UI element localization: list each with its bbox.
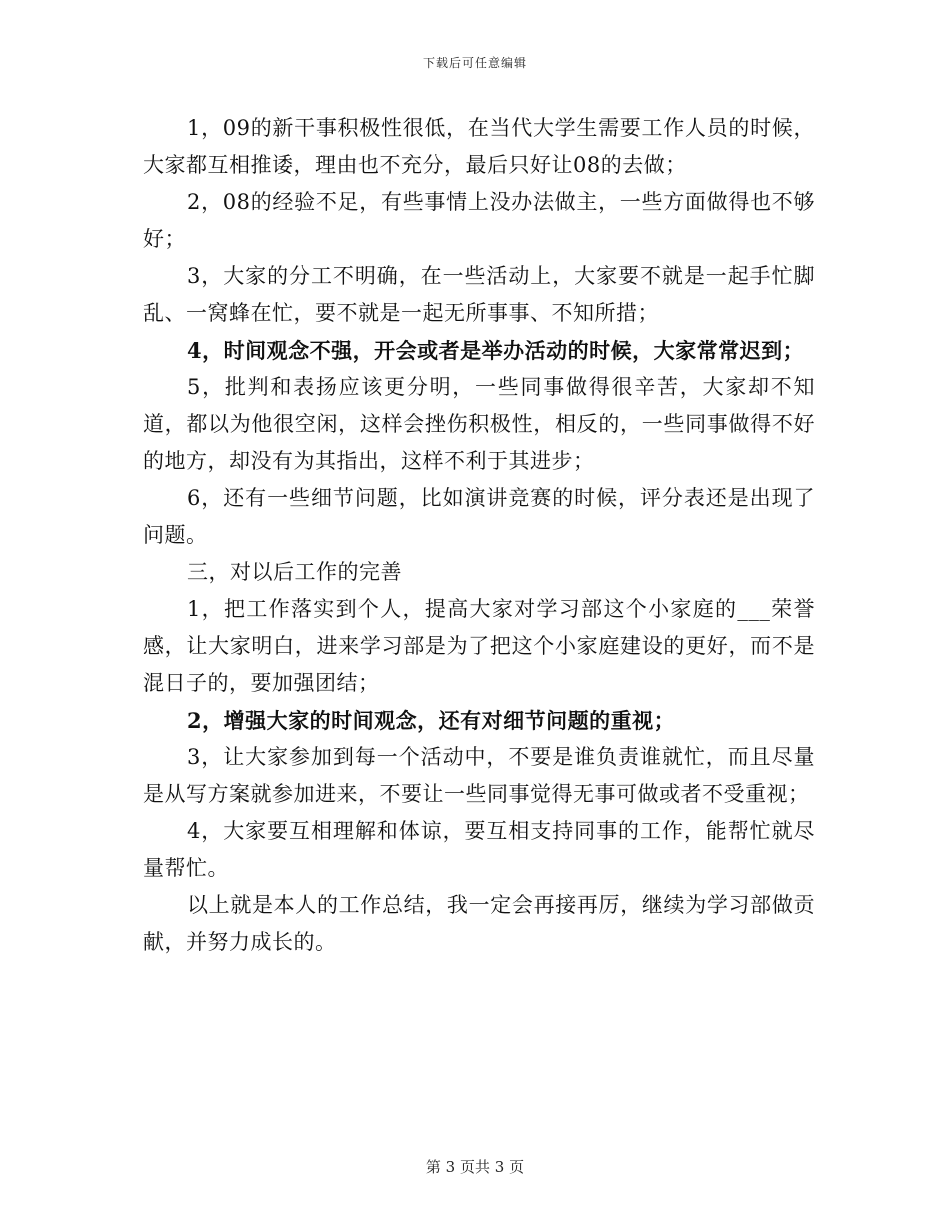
paragraph-2: 2，08的经验不足，有些事情上没办法做主，一些方面做得也不够好； <box>143 190 815 251</box>
paragraph-4-bold: 4，时间观念不强，开会或者是举办活动的时候，大家常常迟到； <box>187 338 805 363</box>
paragraph-10: 4，大家要互相理解和体谅，要互相支持同事的工作，能帮忙就尽量帮忙。 <box>143 819 815 880</box>
paragraph-conclusion: 以上就是本人的工作总结，我一定会再接再厉，继续为学习部做贡献，并努力成长的。 <box>143 893 815 954</box>
section-heading: 三，对以后工作的完善 <box>187 560 402 584</box>
paragraph-3: 3，大家的分工不明确，在一些活动上，大家要不就是一起手忙脚乱、一窝蜂在忙，要不就是一起无所事事、不知所措； <box>143 264 815 325</box>
paragraph-8-bold: 2，增强大家的时间观念，还有对细节问题的重视； <box>187 708 676 733</box>
paragraph-7: 1，把工作落实到个人，提高大家对学习部这个小家庭的___荣誉感，让大家明白，进来学习部是为了把这个小家庭建设的更好，而不是混日子的，要加强团结； <box>143 597 815 695</box>
paragraph-6: 6，还有一些细节问题，比如演讲竞赛的时候，评分表还是出现了问题。 <box>143 486 815 547</box>
page-footer: 第 3 页共 3 页 <box>425 1158 525 1176</box>
document-body <box>143 110 815 961</box>
paragraph-1: 1，09的新干事积极性很低，在当代大学生需要工作人员的时候，大家都互相推诿，理由也不充分，最后只好让08的去做； <box>143 116 815 177</box>
paragraph-5: 5，批判和表扬应该更分明，一些同事做得很辛苦，大家却不知道，都以为他很空闲，这样会挫伤积极性，相反的，一些同事做得不好的地方，却没有为其指出，这样不利于其进步； <box>143 375 815 473</box>
page-header: 下载后可任意编辑 <box>422 56 527 70</box>
paragraph-9: 3，让大家参加到每一个活动中，不要是谁负责谁就忙，而且尽量是从写方案就参加进来，不要让一些同事觉得无事可做或者不受重视； <box>143 745 815 806</box>
